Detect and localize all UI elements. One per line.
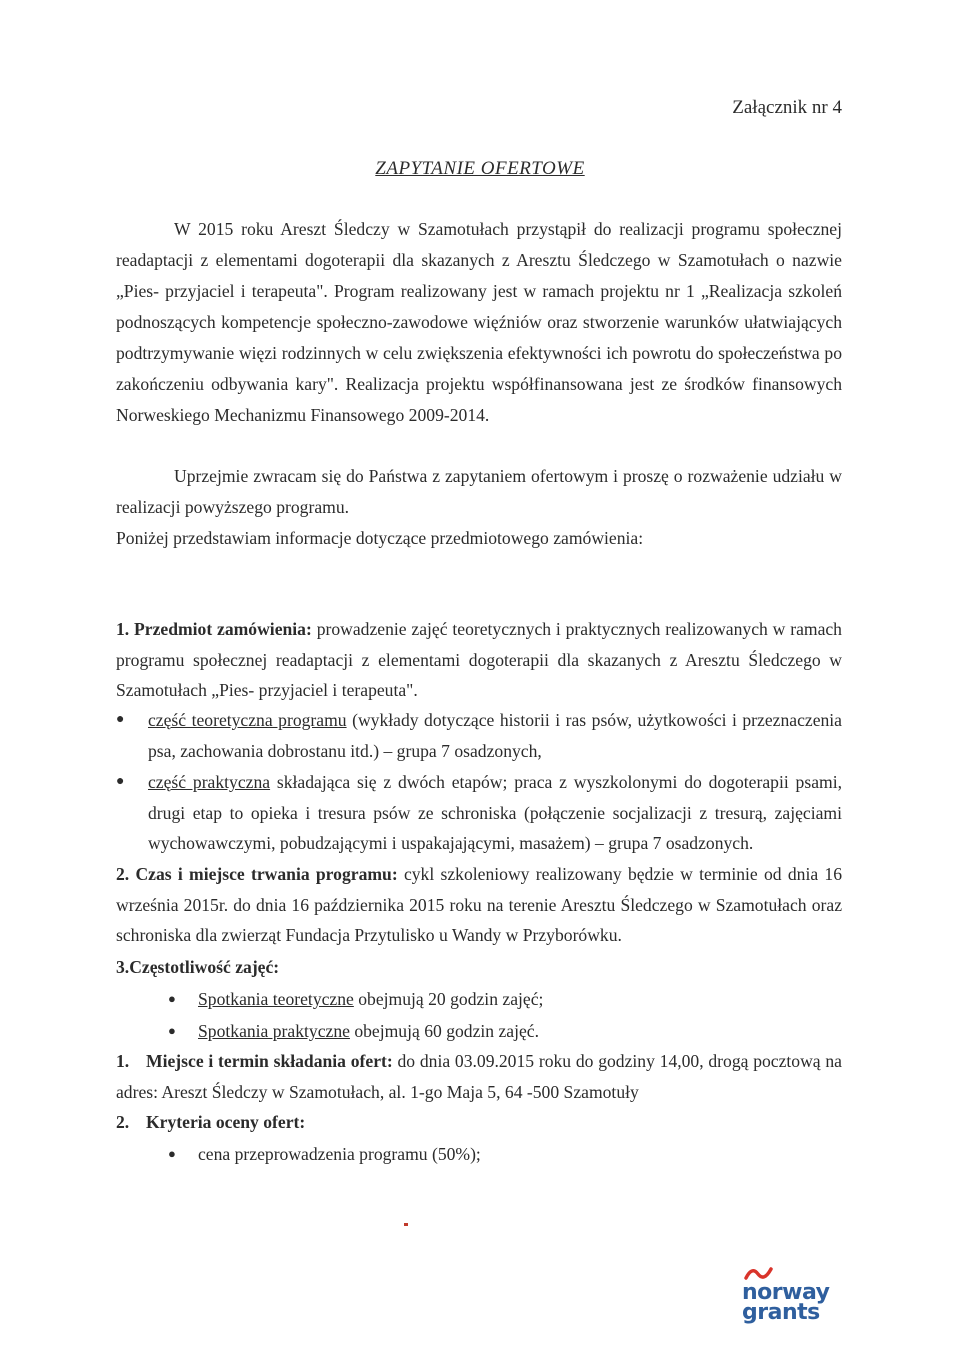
frequency-theory-label: Spotkania teoretyczne bbox=[198, 989, 354, 1009]
frequency-practice-label: Spotkania praktyczne bbox=[198, 1021, 350, 1041]
red-dot-mark bbox=[404, 1223, 408, 1226]
bullet-icon: ● bbox=[116, 774, 125, 789]
section-submission bbox=[116, 1046, 842, 1107]
section-criteria bbox=[116, 1107, 842, 1138]
section-time-place-label: 2. Czas i miejsce trwania programu: bbox=[116, 864, 398, 884]
bullet-icon: ● bbox=[168, 1146, 176, 1161]
section-criteria-label: Kryteria oceny ofert: bbox=[146, 1112, 306, 1132]
bullet-icon: ● bbox=[116, 712, 125, 727]
bullet-practice bbox=[116, 767, 842, 859]
info-paragraph: Poniżej przedstawiam informacje dotyczące przedmiotowego zamówienia: bbox=[116, 528, 644, 548]
section-frequency-label: 3.Częstotliwość zajęć: bbox=[116, 957, 280, 977]
request-paragraph: Uprzejmie zwracam się do Państwa z zapytaniem ofertowym i proszę o rozważenie udziału w realizacji powyższego programu. bbox=[116, 466, 842, 517]
logo-text-grants: grants bbox=[742, 1300, 820, 1325]
section-submission-label: Miejsce i termin składania ofert: bbox=[146, 1051, 393, 1071]
section-frequency bbox=[116, 952, 842, 983]
frequency-practice-text: obejmują 60 godzin zajęć. bbox=[349, 1021, 540, 1041]
frequency-theory-text: obejmują 20 godzin zajęć; bbox=[353, 989, 544, 1009]
document-title: ZAPYTANIE OFERTOWE bbox=[375, 158, 585, 179]
bullet-icon: ● bbox=[168, 1023, 176, 1038]
intro-paragraph: W 2015 roku Areszt Śledczy w Szamotułach przystąpił do realizacji programu społecznej readaptacji z elementami dogoterapii dla skazanych z Aresztu Śledczego w Szamotułach o nazwie „Pies- przyjaciel i terapeuta". Program realizowany jest w ramach projektu nr 1 „Realizacja szkoleń podnoszących kompetencje społeczno-zawodowe więźniów oraz stworzenie warunków ułatwiających podtrzymywanie więzi rodzinnych w celu zwiększenia efektywności ich powrotu do społeczeństwa po zakończeniu odbywania kary". Realizacja projektu współfinansowana jest ze środków finansowych Norweskiego Mechanizmu Finansowego 2009-2014. bbox=[116, 219, 842, 425]
bullet-theory-text: (wykłady dotyczące historii i ras psów, użytkowości i przeznaczenia psa, zachowania dobrostanu itd.) – grupa 7 osadzonych, bbox=[148, 710, 842, 761]
frequency-item-practice bbox=[168, 1016, 540, 1046]
section-submission-number: 1. bbox=[116, 1051, 130, 1071]
section-subject bbox=[116, 614, 842, 706]
criteria-price-text: cena przeprowadzenia programu (50%); bbox=[198, 1144, 481, 1164]
bullet-practice-label: część praktyczna bbox=[148, 772, 271, 792]
section-time-place-text: cykl szkoleniowy realizowany będzie w terminie od dnia 16 września 2015r. do dnia 16 października 2015 roku na terenie Aresztu Śledczego w Szamotułach oraz schroniska dla zwierząt Fundacja Przytulisko u Wandy w Przyborówku. bbox=[116, 864, 843, 945]
bullet-theory bbox=[116, 705, 842, 766]
frequency-item-theory bbox=[168, 984, 544, 1014]
criteria-item-price bbox=[168, 1139, 481, 1169]
section-submission-text: do dnia 03.09.2015 roku do godziny 14,00, drogą pocztową na adres: Areszt Śledczy w Szamotułach, al. 1-go Maja 5, 64 -500 Szamotuły bbox=[116, 1051, 842, 1102]
bullet-theory-label: część teoretyczna programu bbox=[148, 710, 347, 730]
section-subject-label: 1. Przedmiot zamówienia: bbox=[116, 619, 312, 639]
section-criteria-number: 2. bbox=[116, 1112, 130, 1132]
section-subject-text: prowadzenie zajęć teoretycznych i praktycznych realizowanych w ramach programu społecznej readaptacji z elementami dogoterapii dla skazanych z Aresztu Śledczego w Szamotułach „Pies- przyjaciel i terapeuta". bbox=[116, 619, 842, 700]
bullet-practice-text: składająca się z dwóch etapów; praca z wyszkolonymi do dogoterapii psami, drugi etap to opieka i tresura psów ze schroniska (połączenie socjalizacji z tresurą, zajęciami wychowawczymi, pobudzającymi i uspakajającymi, masażem) – grupa 7 osadzonych. bbox=[148, 772, 842, 853]
norway-grants-logo bbox=[742, 1262, 832, 1325]
attachment-number: Załącznik nr 4 bbox=[732, 97, 842, 118]
bullet-icon: ● bbox=[168, 991, 176, 1006]
section-time-place bbox=[116, 859, 842, 951]
logo-text-norway: norway bbox=[742, 1280, 830, 1305]
